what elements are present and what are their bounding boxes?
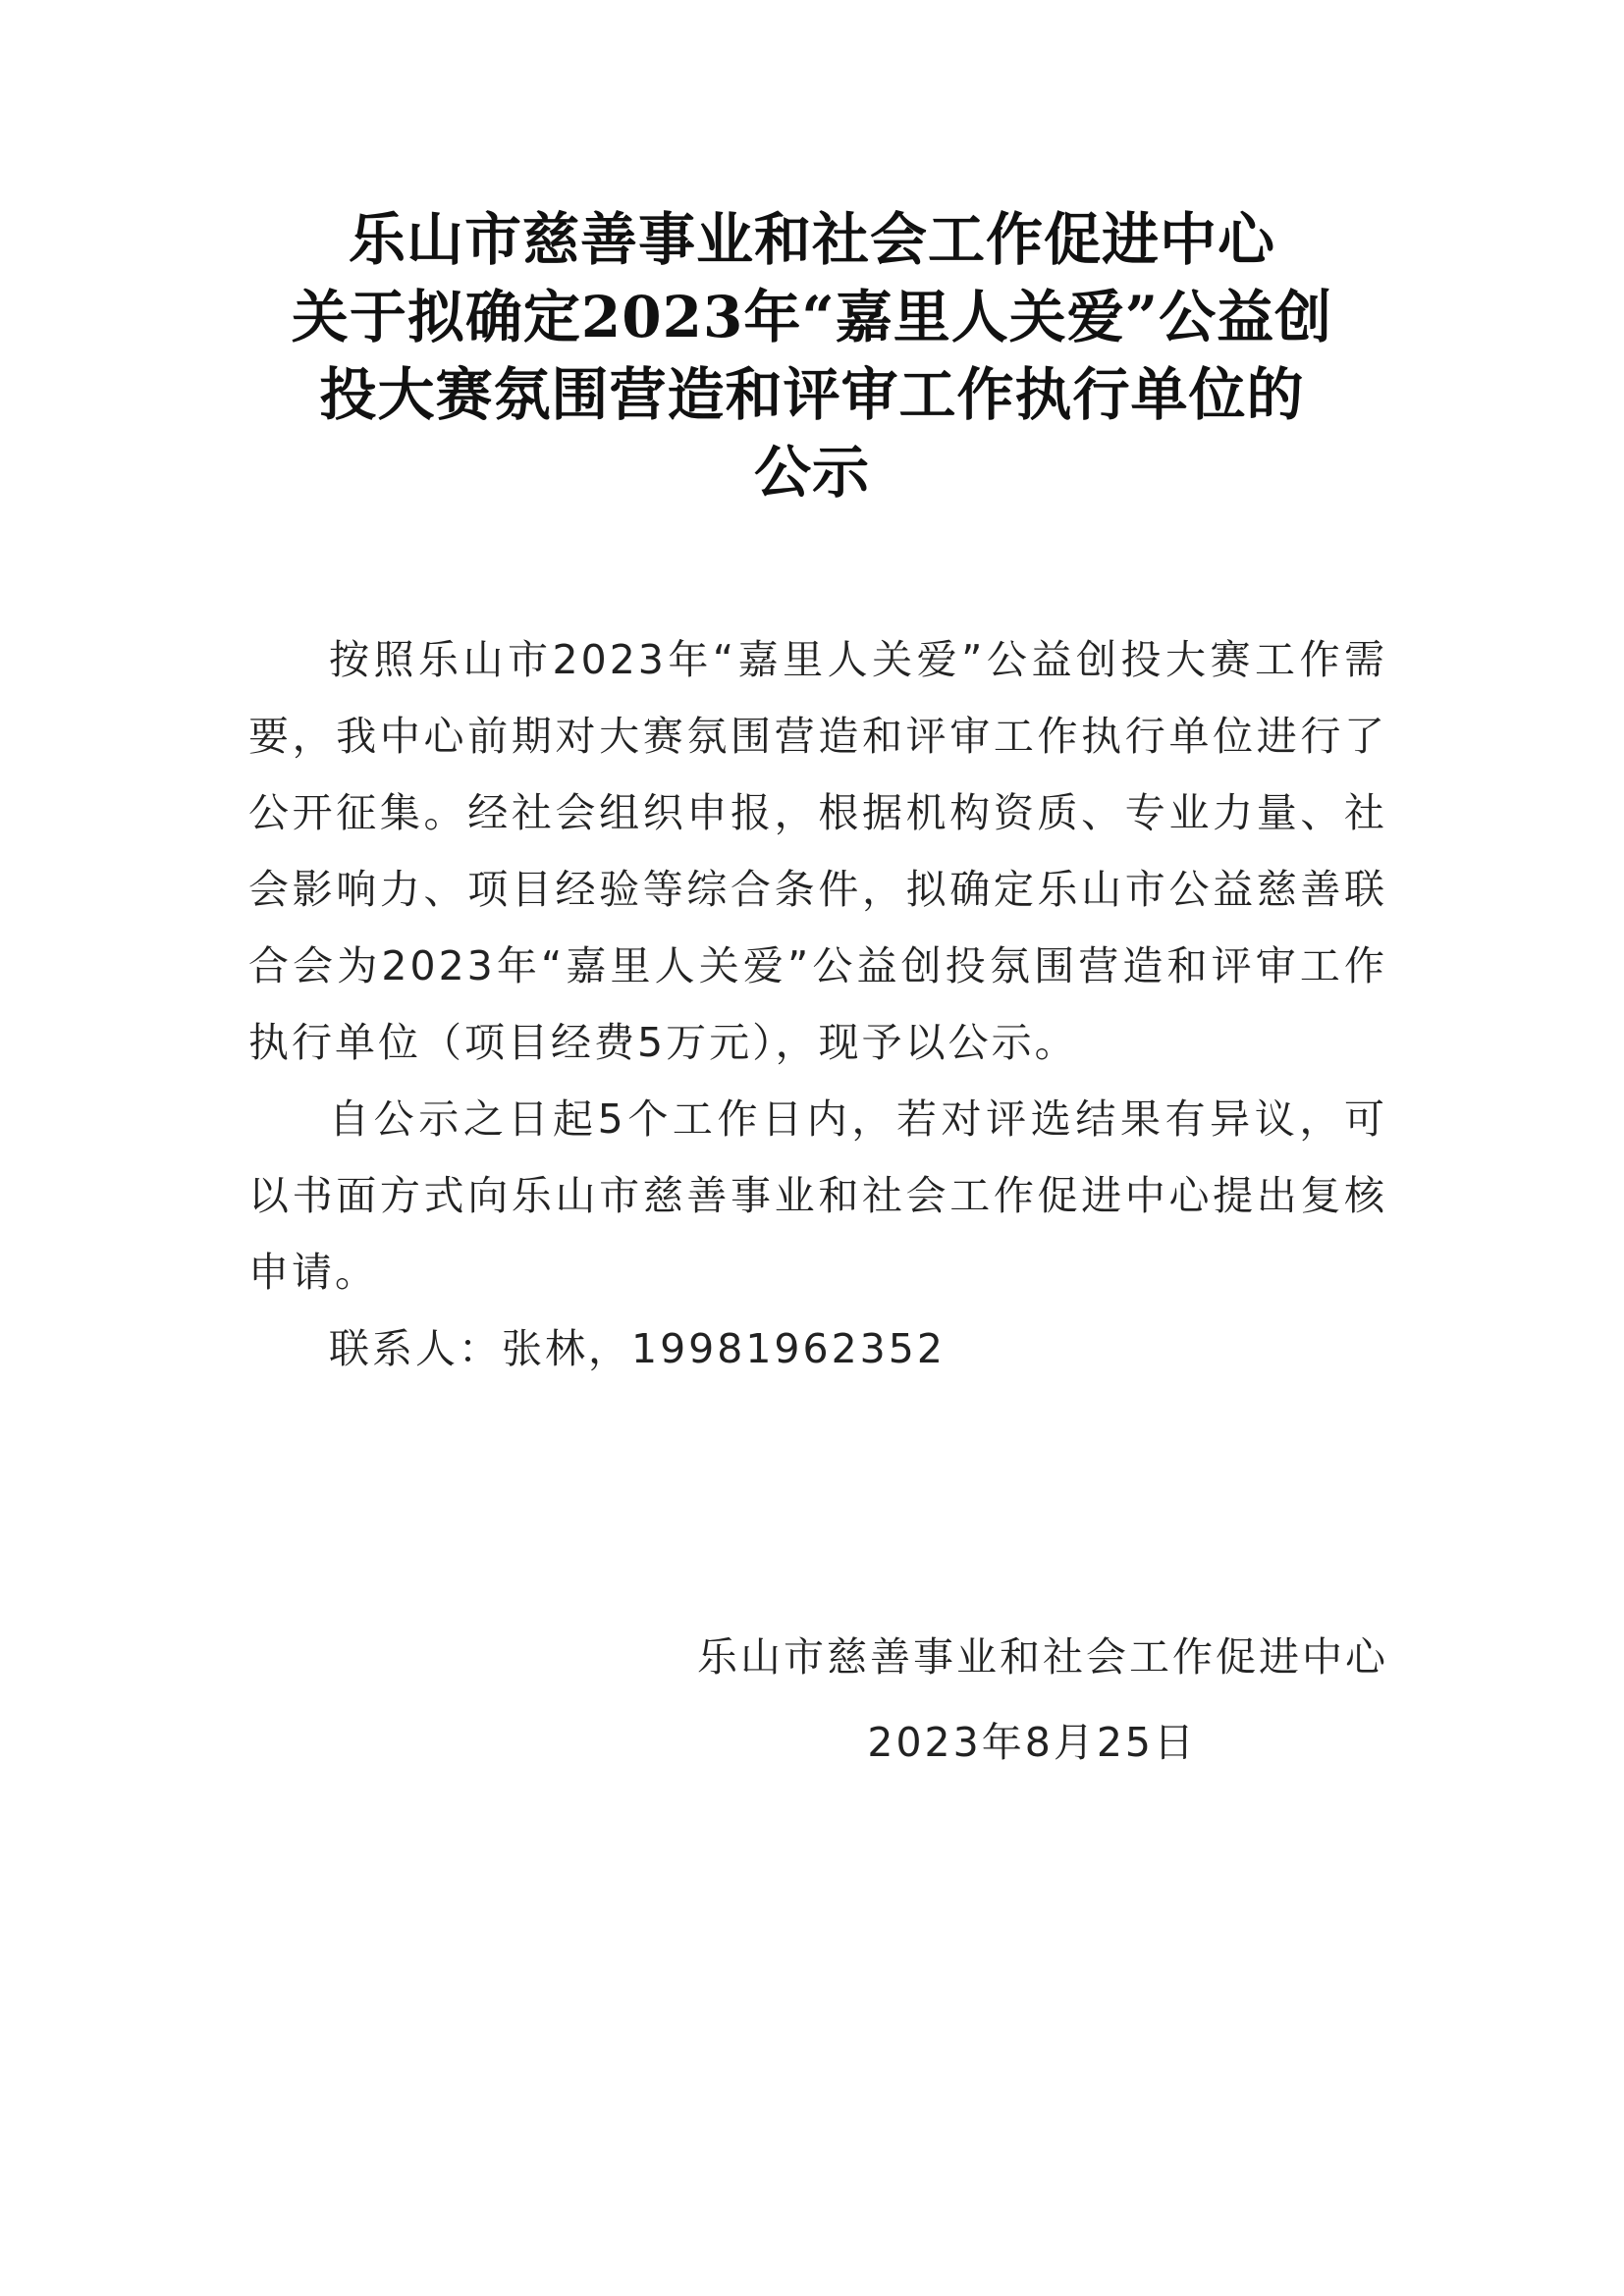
title-line-1: 乐山市慈善事业和社会工作促进中心	[348, 206, 1275, 273]
contact-line: 联系人：张林，19981962352	[329, 1325, 946, 1372]
signature-organization: 乐山市慈善事业和社会工作促进中心	[697, 1633, 1388, 1681]
document-body	[248, 621, 1387, 1387]
title-line-3: 投大赛氛围营造和评审工作执行单位的	[319, 361, 1305, 428]
document-title	[236, 201, 1388, 511]
signature-block	[697, 1615, 1388, 1786]
signature-date: 2023年8月25日	[867, 1719, 1197, 1766]
body-paragraph-objection: 自公示之日起5个工作日内，若对评选结果有异议，可以书面方式向乐山市慈善事业和社会工作促进中心提出复核申请。	[248, 1095, 1387, 1296]
title-line-4: 公示	[753, 439, 870, 506]
body-paragraph-announcement: 按照乐山市2023年“嘉里人关爱”公益创投大赛工作需要，我中心前期对大赛氛围营造和评审工作执行单位进行了公开征集。经社会组织申报，根据机构资质、专业力量、社会影响力、项目经验等综合条件，拟确定乐山市公益慈善联合会为2023年“嘉里人关爱”公益创投氛围营造和评审工作执行单位（项目经费5万元），现予以公示。	[248, 636, 1387, 1066]
title-line-2: 关于拟确定2023年“嘉里人关爱”公益创	[291, 284, 1333, 350]
